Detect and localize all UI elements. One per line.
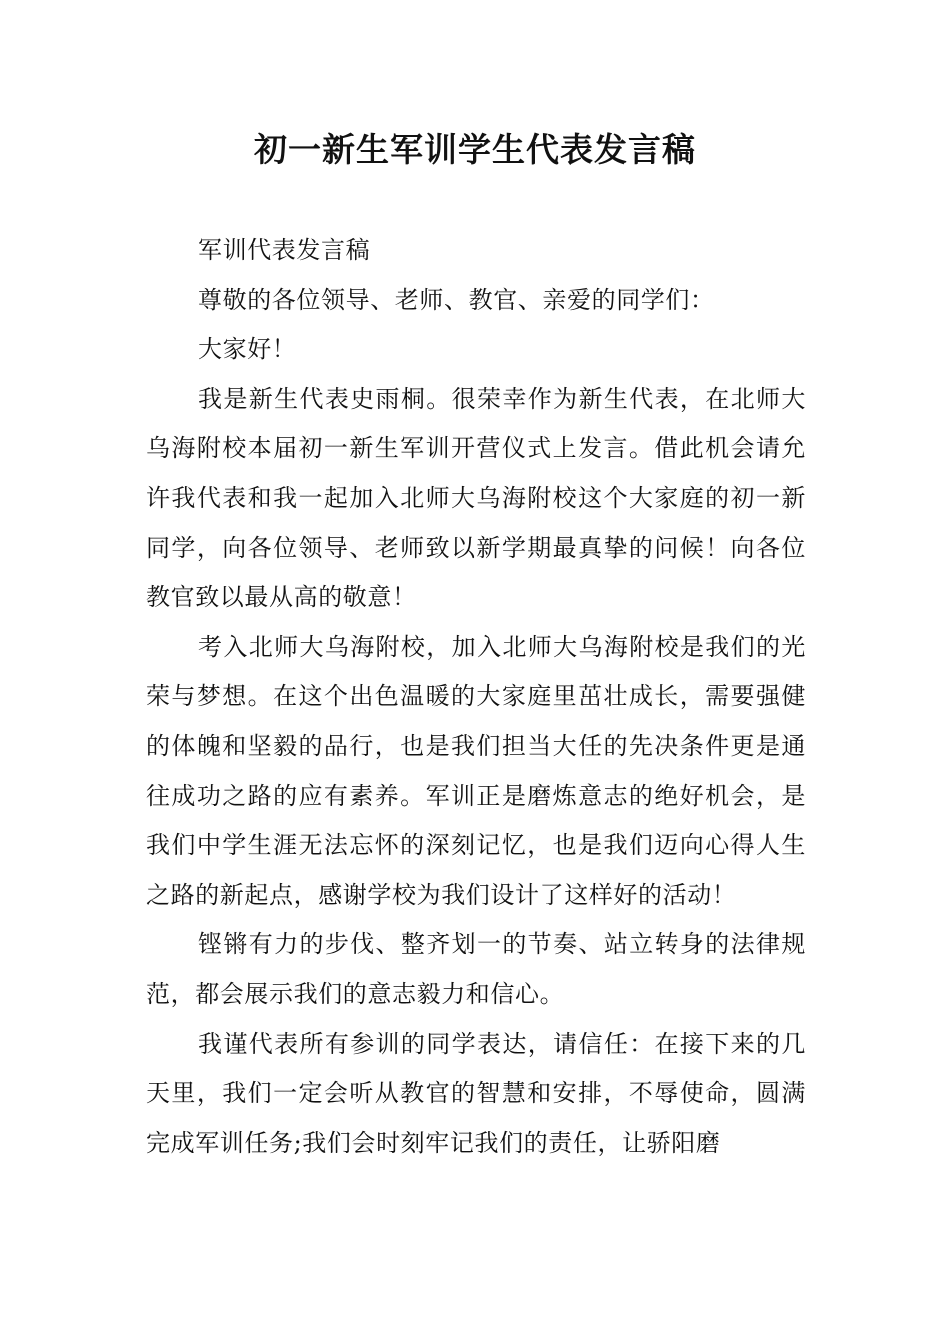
paragraph-honor: 考入北师大乌海附校，加入北师大乌海附校是我们的光荣与梦想。在这个出色温暖的大家庭里茁壮成长，需要强健的体魄和坚毅的品行，也是我们担当大任的先决条件更是通往成功之路的应有素养。军训正是磨炼意志的绝好机会，是我们中学生涯无法忘怀的深刻记忆，也是我们迈向心得人生之路的新起点，感谢学校为我们设计了这样好的活动！: [146, 632, 806, 909]
paragraph-greeting: 大家好！: [198, 335, 297, 364]
paragraph-introduction: 我是新生代表史雨桐。很荣幸作为新生代表，在北师大乌海附校本届初一新生军训开营仪式上发言。借此机会请允许我代表和我一起加入北师大乌海附校这个大家庭的初一新同学，向各位领导、老师致以新学期最真挚的问候！向各位教官致以最从高的敬意！: [146, 384, 806, 612]
paragraph-heading: 军训代表发言稿: [198, 236, 371, 264]
paragraph-pledge: 我谨代表所有参训的同学表达，请信任：在接下来的几天里，我们一定会听从教官的智慧和安排，不辱使命，圆满完成军训任务;我们会时刻牢记我们的责任，让骄阳磨: [146, 1029, 806, 1157]
document-title: 初一新生军训学生代表发言稿: [254, 130, 696, 169]
paragraph-march: 铿锵有力的步伐、整齐划一的节奏、站立转身的法律规范，都会展示我们的意志毅力和信心。: [146, 930, 806, 1008]
paragraph-salutation: 尊敬的各位领导、老师、教官、亲爱的同学们：: [198, 285, 715, 314]
document-body: [146, 226, 806, 1168]
